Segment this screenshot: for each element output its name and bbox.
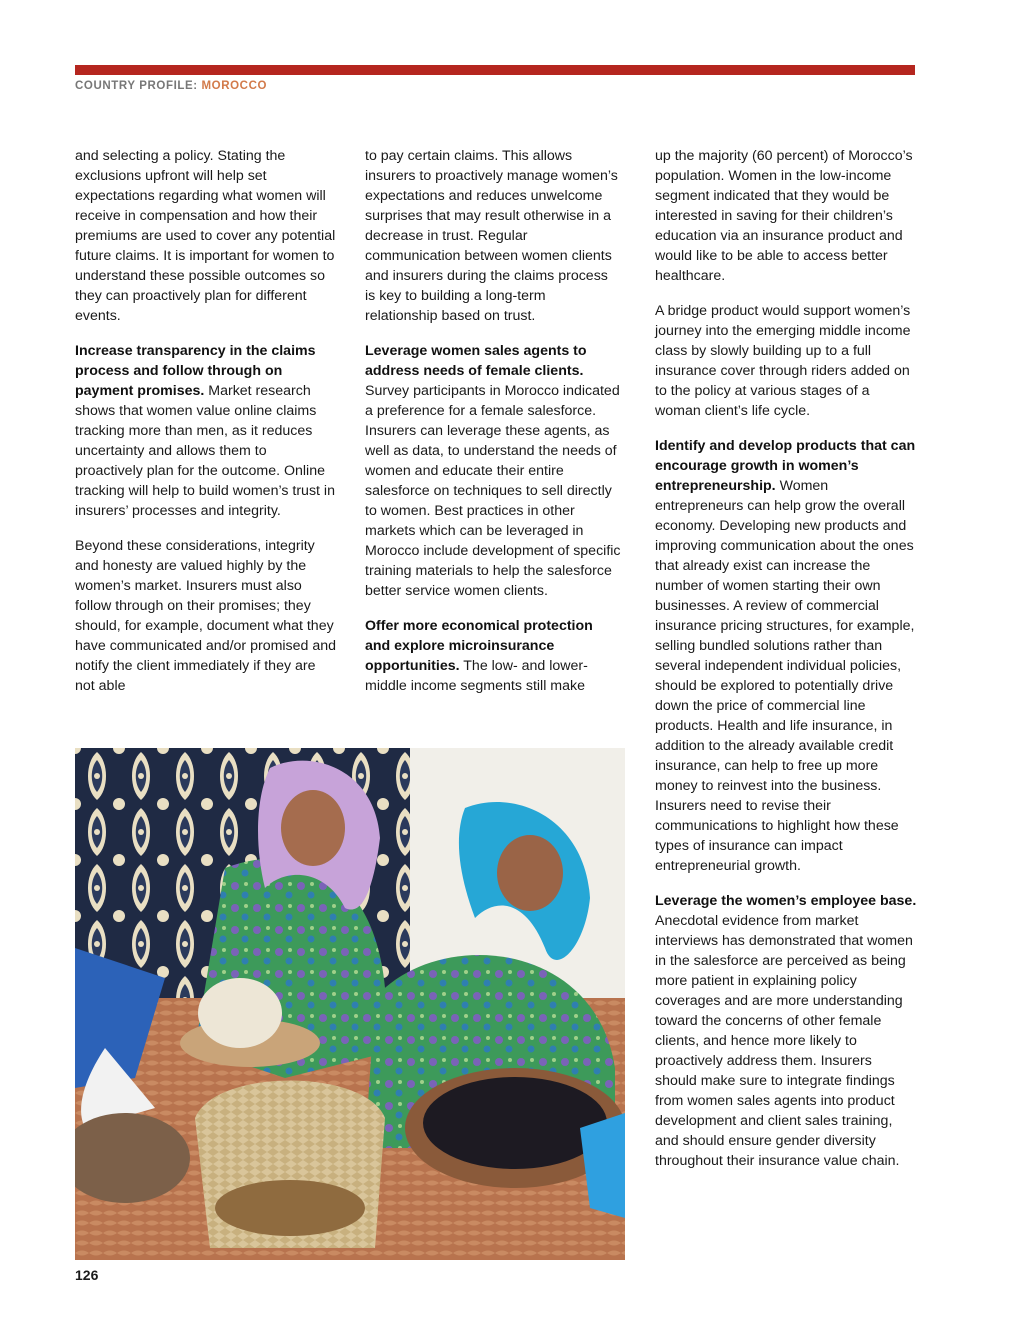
paragraph-heading: Offer more economical protection and explore microinsurance opportunities.	[365, 618, 593, 674]
paragraph	[655, 891, 917, 1171]
photo-women-processing-argan	[75, 748, 625, 1260]
paragraph-heading: Leverage women sales agents to address needs of female clients.	[365, 343, 587, 379]
paragraph	[655, 436, 917, 876]
paragraph-body: Anecdotal evidence from market interviews has demonstrated that women in the salesforce are perceived as being more patient in explaining policy coverages and are more understanding toward the concerns of other female clients, and hence more likely to proactively address them. Insurers should make sure to integrate findings from women sales agents into product development and client sales training, and should ensure gender diversity throughout their insurance value chain.	[655, 913, 913, 1169]
column-1	[75, 146, 337, 711]
paragraph	[365, 616, 621, 696]
paragraph	[365, 341, 621, 601]
paragraph-heading: Leverage the women’s employee base.	[655, 893, 917, 909]
paragraph-body: Women entrepreneurs can help grow the overall economy. Developing new products and improving communication about the ones that already exist can increase the number of women starting their own businesses. A review of commercial insurance pricing structures, for example, selling bundled solutions rather than several independent individual policies, should be explored to potentially drive down the price of commercial line products. Health and life insurance, in addition to the already available credit insurance, can help to free up more money to reinvest into the business. Insurers need to revise their communications to highlight how these types of insurance can impact entrepreneurial growth.	[655, 478, 915, 874]
paragraph: to pay certain claims. This allows insurers to proactively manage women’s expectations and reduces unwelcome surprises that may result otherwise in a decrease in trust. Regular communication between women clients and insurers during the claims process is key to building a long-term relationship based on trust.	[365, 148, 618, 324]
paragraph: and selecting a policy. Stating the exclusions upfront will help set expectations regarding what women will receive in compensation and how their premiums are used to cover any potential future claims. It is important for women to understand these possible outcomes so they can proactively plan for different events.	[75, 148, 336, 324]
column-3	[655, 146, 917, 1186]
paragraph-body: Market research shows that women value online claims tracking more than men, as it reduces uncertainty and allows them to proactively plan for the outcome. Online tracking will help to build women’s trust in insurers’ processes and integrity.	[75, 383, 335, 519]
paragraph-body: The low- and lower-middle income segments still make	[365, 658, 588, 694]
page-number: 126	[75, 1267, 99, 1283]
section-header	[75, 80, 267, 92]
paragraph	[75, 341, 337, 521]
paragraph: A bridge product would support women’s journey into the emerging middle income class by slowly building up to a full insurance cover through riders added on to the policy at various stages of a woman client’s life cycle.	[655, 303, 911, 419]
paragraph: Beyond these considerations, integrity and honesty are valued highly by the women’s market. Insurers must also follow through on their promises; they should, for example, document what they have communicated and/or promised and notify the client immediately if they are not able	[75, 538, 337, 694]
paragraph-heading: Increase transparency in the claims process and follow through on payment promises.	[75, 343, 316, 399]
paragraph-body: Survey participants in Morocco indicated a preference for a female salesforce. Insurers can leverage these agents, as well as data, to understand the needs of women and educate their entire salesforce on techniques to sell directly to women. Best practices in other markets which can be leveraged in Morocco include development of specific training materials to help the salesforce better service women clients.	[365, 383, 621, 599]
header-accent-bar	[75, 65, 915, 75]
header-label: COUNTRY PROFILE:	[75, 80, 202, 92]
paragraph-heading: Identify and develop products that can encourage growth in women’s entrepreneurship.	[655, 438, 916, 494]
paragraph: up the majority (60 percent) of Morocco’s population. Women in the low-income segment indicated that they would be interested in saving for their children’s education via an insurance product and would like to be able to access better healthcare.	[655, 148, 913, 284]
column-2	[365, 146, 621, 711]
header-country: MOROCCO	[201, 80, 268, 92]
